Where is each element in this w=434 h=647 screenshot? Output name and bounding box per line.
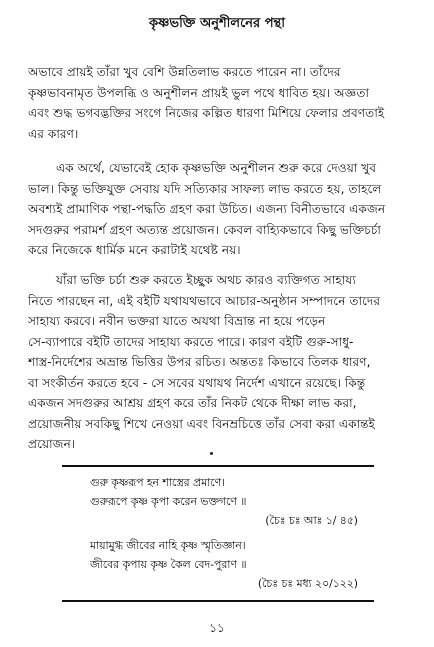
verse-line: গুরুরূপে কৃষ্ণ কৃপা করেন ভক্তগণে ॥ (90, 495, 247, 508)
verse-1 (90, 473, 370, 530)
verse-line: গুরু কৃষ্ণরূপ হন শাস্ত্রের প্রমাণে। (90, 476, 225, 489)
paragraph-line: সে-ব্যাপারে বইটি তাদের সাহায্য করতে পারে। কারণ বইটি গুরু-সাধু- (28, 334, 354, 349)
paragraph-line: ভাল। কিন্তু ভক্তিযুক্ত সেবায় যদি সত্যিকার সাফল্য লাভ করতে হয়, তাহলে (28, 181, 382, 196)
paragraph-line: একজন সদগুরুর আশ্রয় গ্রহণ করে তাঁর নিকট থেকে দীক্ষা লাভ করা, (28, 396, 357, 410)
verse-reference: (চৈঃ চঃ আঃ ১/ ৪৫) (265, 514, 358, 527)
paragraph-line: এর কারণ। (28, 126, 79, 141)
paragraph-line: যাঁরা ভক্তি চর্চা শুরু করতে ইচ্ছুক অথচ কারও ব্যক্তিগত সাহায্য (56, 273, 356, 287)
verse-line: মায়ামুগ্ধ জীবের নাহি কৃষ্ণ স্মৃতিজ্ঞান। (90, 539, 246, 552)
paragraph-2 (28, 158, 406, 261)
page-number: ১১ (209, 621, 225, 635)
paragraph-line: শাস্ত্র-নির্দেশের অভ্রান্ত ভিত্তির উপর রচিত। অন্ততঃ কিভাবে তিলক ধারণ, (28, 355, 371, 369)
paragraph-3 (28, 270, 406, 455)
paragraph-line: এক অর্থে, যেভাবেই হোক কৃষ্ণভক্তি অনুশীলন শুরু করে দেওয়া খুব (56, 161, 377, 175)
paragraph-line: প্রয়োজন। (28, 437, 76, 451)
verse-line: জীবের কৃপায় কৃষ্ণ কৈল বেদ-পুরাণ ॥ (90, 558, 247, 571)
paragraph-line: অভাবে প্রায়ই তাঁরা খুব বেশি উন্নতিলাভ করতে পারেন না। তাঁদের (28, 65, 341, 79)
paragraph-line: অবশ্যই প্রামাণিক পন্থা-পদ্ধতি গ্রহণ করা উচিত। এজন্য বিনীতভাবে একজন (28, 202, 386, 216)
paragraph-line: প্রয়োজনীয় সবকিছু শিখে নেওয়া এবং বিনম্রচিত্তে তাঁর সেবা করা একান্তই (28, 416, 375, 431)
paragraph-1 (28, 62, 406, 144)
paragraph-line: সদগুরুর পরামর্শ গ্রহণ অত্যন্ত প্রয়োজন। কেবল বাহ্যিকভাবে কিছু ভক্তিচর্চা (28, 222, 381, 237)
verse-reference: (চৈঃ চঃ মধ্য ২০/১২২) (257, 577, 358, 590)
paragraph-line: সাহায্য করবে। নবীন ভক্তরা যাতে অযথা বিভ্রান্ত না হয়ে পড়েন (28, 314, 326, 328)
paragraph-line: বা সংকীর্তন করতে হবে - সে সবের যথাযথ নির্দেশ এখানে রয়েছে। কিন্তু (28, 375, 366, 390)
page-title: কৃষ্ণভক্তি অনুশীলনের পন্থা (149, 16, 285, 31)
verse-2 (90, 536, 370, 593)
paragraph-line: করে নিজেকে ধার্মিক মনে করাটাই যথেষ্ট নয়। (28, 243, 241, 257)
paragraph-line: নিতে পারছেন না, এই বইটি যথাযথভাবে আচার-অনুষ্ঠান সম্পাদনে তাদের (28, 293, 381, 308)
ornament-dot (210, 452, 213, 455)
verse-box (62, 465, 374, 602)
paragraph-line: কৃষ্ণভাবনামৃত উপলব্ধি ও অনুশীলন প্রায়ই ভুল পথে ধাবিত হয়। অজ্ঞতা (28, 85, 370, 100)
paragraph-line: এবং শুদ্ধ ভগবদ্ভক্তির সংগে নিজের কল্পিত ধারণা মিশিয়ে ফেলার প্রবণতাই (28, 106, 385, 120)
